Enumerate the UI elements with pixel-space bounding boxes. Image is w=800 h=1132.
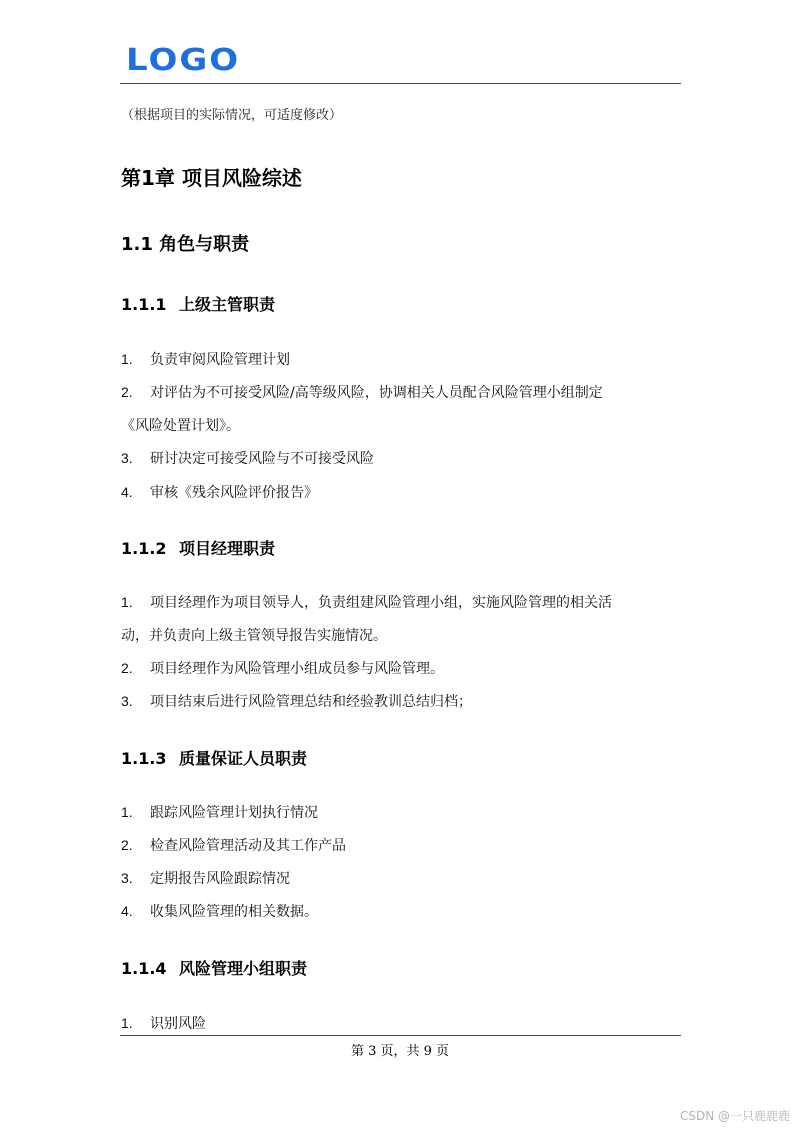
item-number: 4. xyxy=(121,484,133,500)
item-number: 3. xyxy=(121,693,133,709)
item-text: 识别风险 xyxy=(150,1016,206,1032)
item-number: 2. xyxy=(121,837,133,853)
subsection-heading xyxy=(121,956,307,979)
item-number: 4. xyxy=(121,903,133,919)
item-number: 2. xyxy=(121,384,133,400)
item-number: 3. xyxy=(121,450,133,466)
chapter-title: 第1章 项目风险综述 xyxy=(121,166,302,190)
item-text: 研讨决定可接受风险与不可接受风险 xyxy=(150,451,374,467)
subsection-number: 1.1.1 xyxy=(121,295,167,314)
watermark: CSDN @一只鹿鹿鹿 xyxy=(679,1109,790,1123)
item-number: 3. xyxy=(121,870,133,886)
subsection-title: 风险管理小组职责 xyxy=(179,959,308,978)
list-item xyxy=(121,448,374,468)
logo: LOGO xyxy=(126,42,241,78)
subsection-title: 质量保证人员职责 xyxy=(179,749,308,768)
item-number: 1. xyxy=(121,351,133,367)
list-item xyxy=(121,658,444,678)
document-note: （根据项目的实际情况，可适度修改） xyxy=(121,108,343,123)
subsection-number: 1.1.2 xyxy=(121,539,167,558)
item-text: 检查风险管理活动及其工作产品 xyxy=(150,838,346,854)
list-item xyxy=(121,691,472,711)
item-text: 负责审阅风险管理计划 xyxy=(150,352,290,368)
list-item xyxy=(121,835,346,855)
item-text: 跟踪风险管理计划执行情况 xyxy=(150,805,318,821)
item-continuation: 《风险处置计划》。 xyxy=(121,418,240,434)
list-item xyxy=(121,592,612,612)
section-title: 1.1 角色与职责 xyxy=(121,234,250,255)
item-text: 项目经理作为项目领导人，负责组建风险管理小组，实施风险管理的相关活 xyxy=(150,595,612,611)
item-text: 对评估为不可接受风险/高等级风险，协调相关人员配合风险管理小组制定 xyxy=(150,385,603,401)
item-text: 项目结束后进行风险管理总结和经验教训总结归档； xyxy=(150,694,472,710)
subsection-heading xyxy=(121,536,275,559)
item-number: 1. xyxy=(121,1015,133,1031)
list-item xyxy=(121,901,318,921)
item-text: 收集风险管理的相关数据。 xyxy=(150,904,318,920)
subsection-number: 1.1.3 xyxy=(121,749,167,768)
item-number: 2. xyxy=(121,660,133,676)
item-text: 项目经理作为风险管理小组成员参与风险管理。 xyxy=(150,661,444,677)
item-continuation: 动，并负责向上级主管领导报告实施情况。 xyxy=(121,628,387,644)
list-item xyxy=(121,1013,206,1033)
list-item xyxy=(121,349,290,369)
item-number: 1. xyxy=(121,804,133,820)
page-number: 第 3 页，共 9 页 xyxy=(350,1044,450,1059)
item-number: 1. xyxy=(121,594,133,610)
list-item xyxy=(121,382,603,402)
subsection-heading xyxy=(121,292,275,315)
subsection-title: 上级主管职责 xyxy=(179,295,276,314)
subsection-title: 项目经理职责 xyxy=(179,539,276,558)
subsection-heading xyxy=(121,746,307,769)
footer-divider xyxy=(120,1035,681,1036)
item-text: 审核《残余风险评价报告》 xyxy=(150,485,318,501)
list-item xyxy=(121,802,318,822)
list-item xyxy=(121,868,290,888)
list-item xyxy=(121,482,318,502)
item-text: 定期报告风险跟踪情况 xyxy=(150,871,290,887)
header-divider xyxy=(120,83,681,84)
subsection-number: 1.1.4 xyxy=(121,959,167,978)
